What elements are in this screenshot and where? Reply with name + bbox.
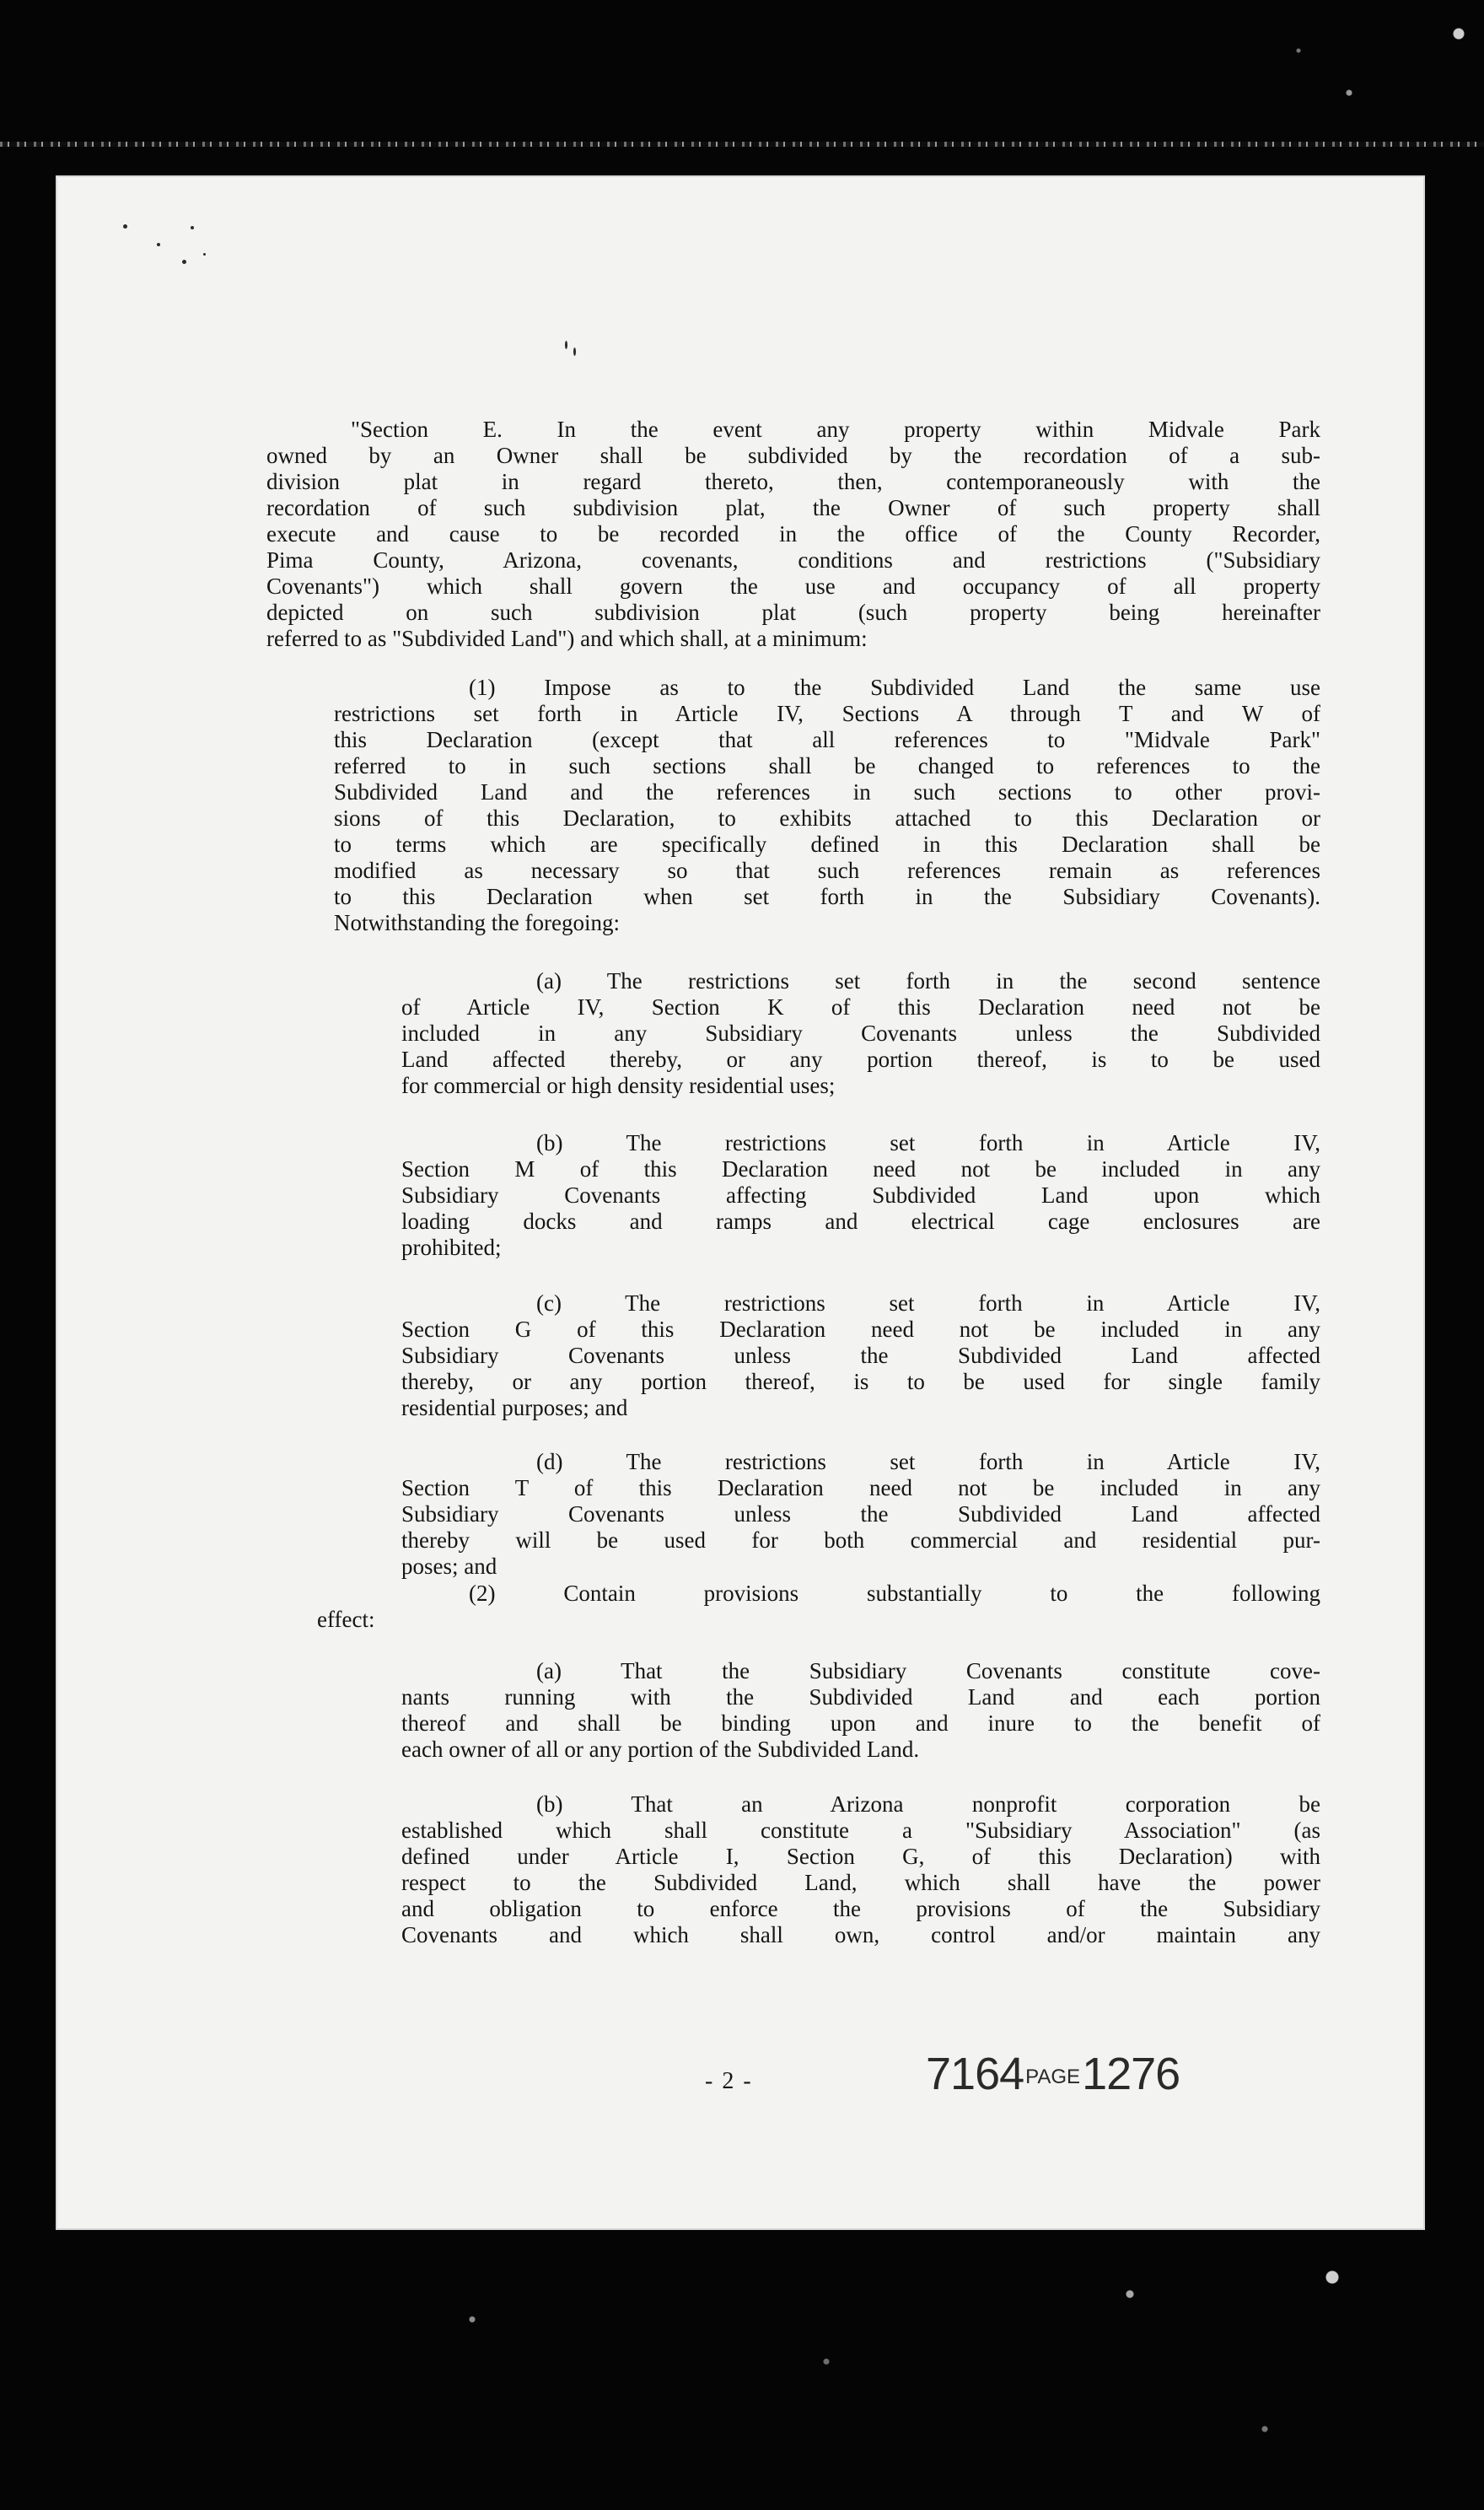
text-line: prohibited; <box>401 1235 502 1260</box>
item-1c-paragraph <box>401 1290 1320 1421</box>
text-line: of Article IV, Section K of this Declaration need not be <box>401 994 1320 1020</box>
text-line: (d) The restrictions set forth in Article IV, <box>536 1449 1320 1474</box>
scan-speck <box>191 226 194 229</box>
text-line: referred to as "Subdivided Land") and which shall, at a minimum: <box>266 626 868 651</box>
item-2-paragraph <box>317 1581 1320 1633</box>
text-line: restrictions set forth in Article IV, Sections A through T and W of <box>334 701 1320 726</box>
text-line: Covenants and which shall own, control and/or maintain any <box>401 1922 1320 1947</box>
text-line: effect: <box>317 1607 375 1632</box>
text-line: (a) That the Subsidiary Covenants constitute cove- <box>536 1658 1320 1683</box>
text-line: Section T of this Declaration need not be included in any <box>401 1475 1320 1500</box>
item-1a-paragraph <box>401 968 1320 1099</box>
recording-book-page-stamp <box>926 2048 1180 2100</box>
text-line: poses; and <box>401 1554 497 1579</box>
text-line: established which shall constitute a "Subsidiary Association" (as <box>401 1818 1320 1843</box>
text-line: owned by an Owner shall be subdivided by the recordation of a sub- <box>266 443 1320 468</box>
text-line: (2) Contain provisions substantially to the following <box>469 1581 1320 1606</box>
text-line: Notwithstanding the foregoing: <box>334 910 620 935</box>
scan-speck <box>573 347 576 356</box>
text-line: Covenants") which shall govern the use and occupancy of all property <box>266 574 1320 599</box>
text-line: for commercial or high density residential uses; <box>401 1073 836 1098</box>
text-line: execute and cause to be recorded in the office of the County Recorder, <box>266 521 1320 547</box>
item-2b-paragraph <box>401 1791 1320 1948</box>
text-line: nants running with the Subdivided Land and each portion <box>401 1684 1320 1710</box>
scan-speck <box>565 341 567 349</box>
text-line: Subsidiary Covenants unless the Subdivided Land affected <box>401 1501 1320 1527</box>
text-line: (1) Impose as to the Subdivided Land the same use <box>469 675 1320 700</box>
text-line: and obligation to enforce the provisions of the Subsidiary <box>401 1896 1320 1921</box>
text-line: Subdivided Land and the references in such sections to other provi- <box>334 779 1320 805</box>
text-line: sions of this Declaration, to exhibits attached to this Declaration or <box>334 805 1320 831</box>
text-line: included in any Subsidiary Covenants unless the Subdivided <box>401 1021 1320 1046</box>
text-line: residential purposes; and <box>401 1395 628 1420</box>
text-line: Section G of this Declaration need not be included in any <box>401 1317 1320 1342</box>
text-line: thereby will be used for both commercial and residential pur- <box>401 1527 1320 1553</box>
text-line: Subsidiary Covenants unless the Subdivided Land affected <box>401 1343 1320 1368</box>
scan-border-top <box>0 0 1484 152</box>
scan-speck <box>123 224 127 229</box>
text-line: Section M of this Declaration need not be included in any <box>401 1156 1320 1182</box>
book-number: 7164 <box>926 2049 1024 2099</box>
document-page <box>56 175 1425 2230</box>
text-line: recordation of such subdivision plat, the Owner of such property shall <box>266 495 1320 520</box>
text-line: Subsidiary Covenants affecting Subdivided Land upon which <box>401 1182 1320 1208</box>
section-e-paragraph <box>266 417 1320 652</box>
text-line: "Section E. In the event any property within Midvale Park <box>351 417 1320 442</box>
text-line: thereof and shall be binding upon and inure to the benefit of <box>401 1710 1320 1736</box>
text-line: loading docks and ramps and electrical cage enclosures are <box>401 1209 1320 1234</box>
item-2a-paragraph <box>401 1658 1320 1763</box>
item-1d-paragraph <box>401 1449 1320 1580</box>
text-line: division plat in regard thereto, then, contemporaneously with the <box>266 469 1320 494</box>
text-line: Land affected thereby, or any portion thereof, is to be used <box>401 1047 1320 1072</box>
text-line: (a) The restrictions set forth in the second sentence <box>536 968 1320 994</box>
scan-speck <box>157 243 160 246</box>
scan-speck <box>182 260 186 264</box>
scan-border-bottom <box>0 2227 1484 2510</box>
text-line: modified as necessary so that such references remain as references <box>334 858 1320 883</box>
text-line: Pima County, Arizona, covenants, conditions and restrictions ("Subsidiary <box>266 547 1320 573</box>
recording-page-number: 1276 <box>1082 2049 1180 2099</box>
text-line: this Declaration (except that all references to "Midvale Park" <box>334 727 1320 752</box>
text-line: referred to in such sections shall be changed to references to the <box>334 753 1320 778</box>
text-line: defined under Article I, Section G, of this Declaration) with <box>401 1844 1320 1869</box>
page-label: PAGE <box>1025 2065 1081 2088</box>
text-line: depicted on such subdivision plat (such property being hereinafter <box>266 600 1320 625</box>
page-number: - 2 - <box>705 2068 753 2094</box>
text-line: (b) The restrictions set forth in Article IV, <box>536 1130 1320 1155</box>
item-1-paragraph <box>334 675 1320 936</box>
text-line: to terms which are specifically defined in this Declaration shall be <box>334 832 1320 857</box>
text-line: thereby, or any portion thereof, is to be used for single family <box>401 1369 1320 1394</box>
scan-edge-strip <box>0 142 1484 147</box>
text-line: to this Declaration when set forth in the Subsidiary Covenants). <box>334 884 1320 909</box>
text-line: respect to the Subdivided Land, which shall have the power <box>401 1870 1320 1895</box>
text-line: (b) That an Arizona nonprofit corporation be <box>536 1791 1320 1817</box>
scan-speck <box>203 253 206 256</box>
text-line: (c) The restrictions set forth in Article IV, <box>536 1290 1320 1316</box>
item-1b-paragraph <box>401 1130 1320 1261</box>
text-line: each owner of all or any portion of the Subdivided Land. <box>401 1737 920 1762</box>
